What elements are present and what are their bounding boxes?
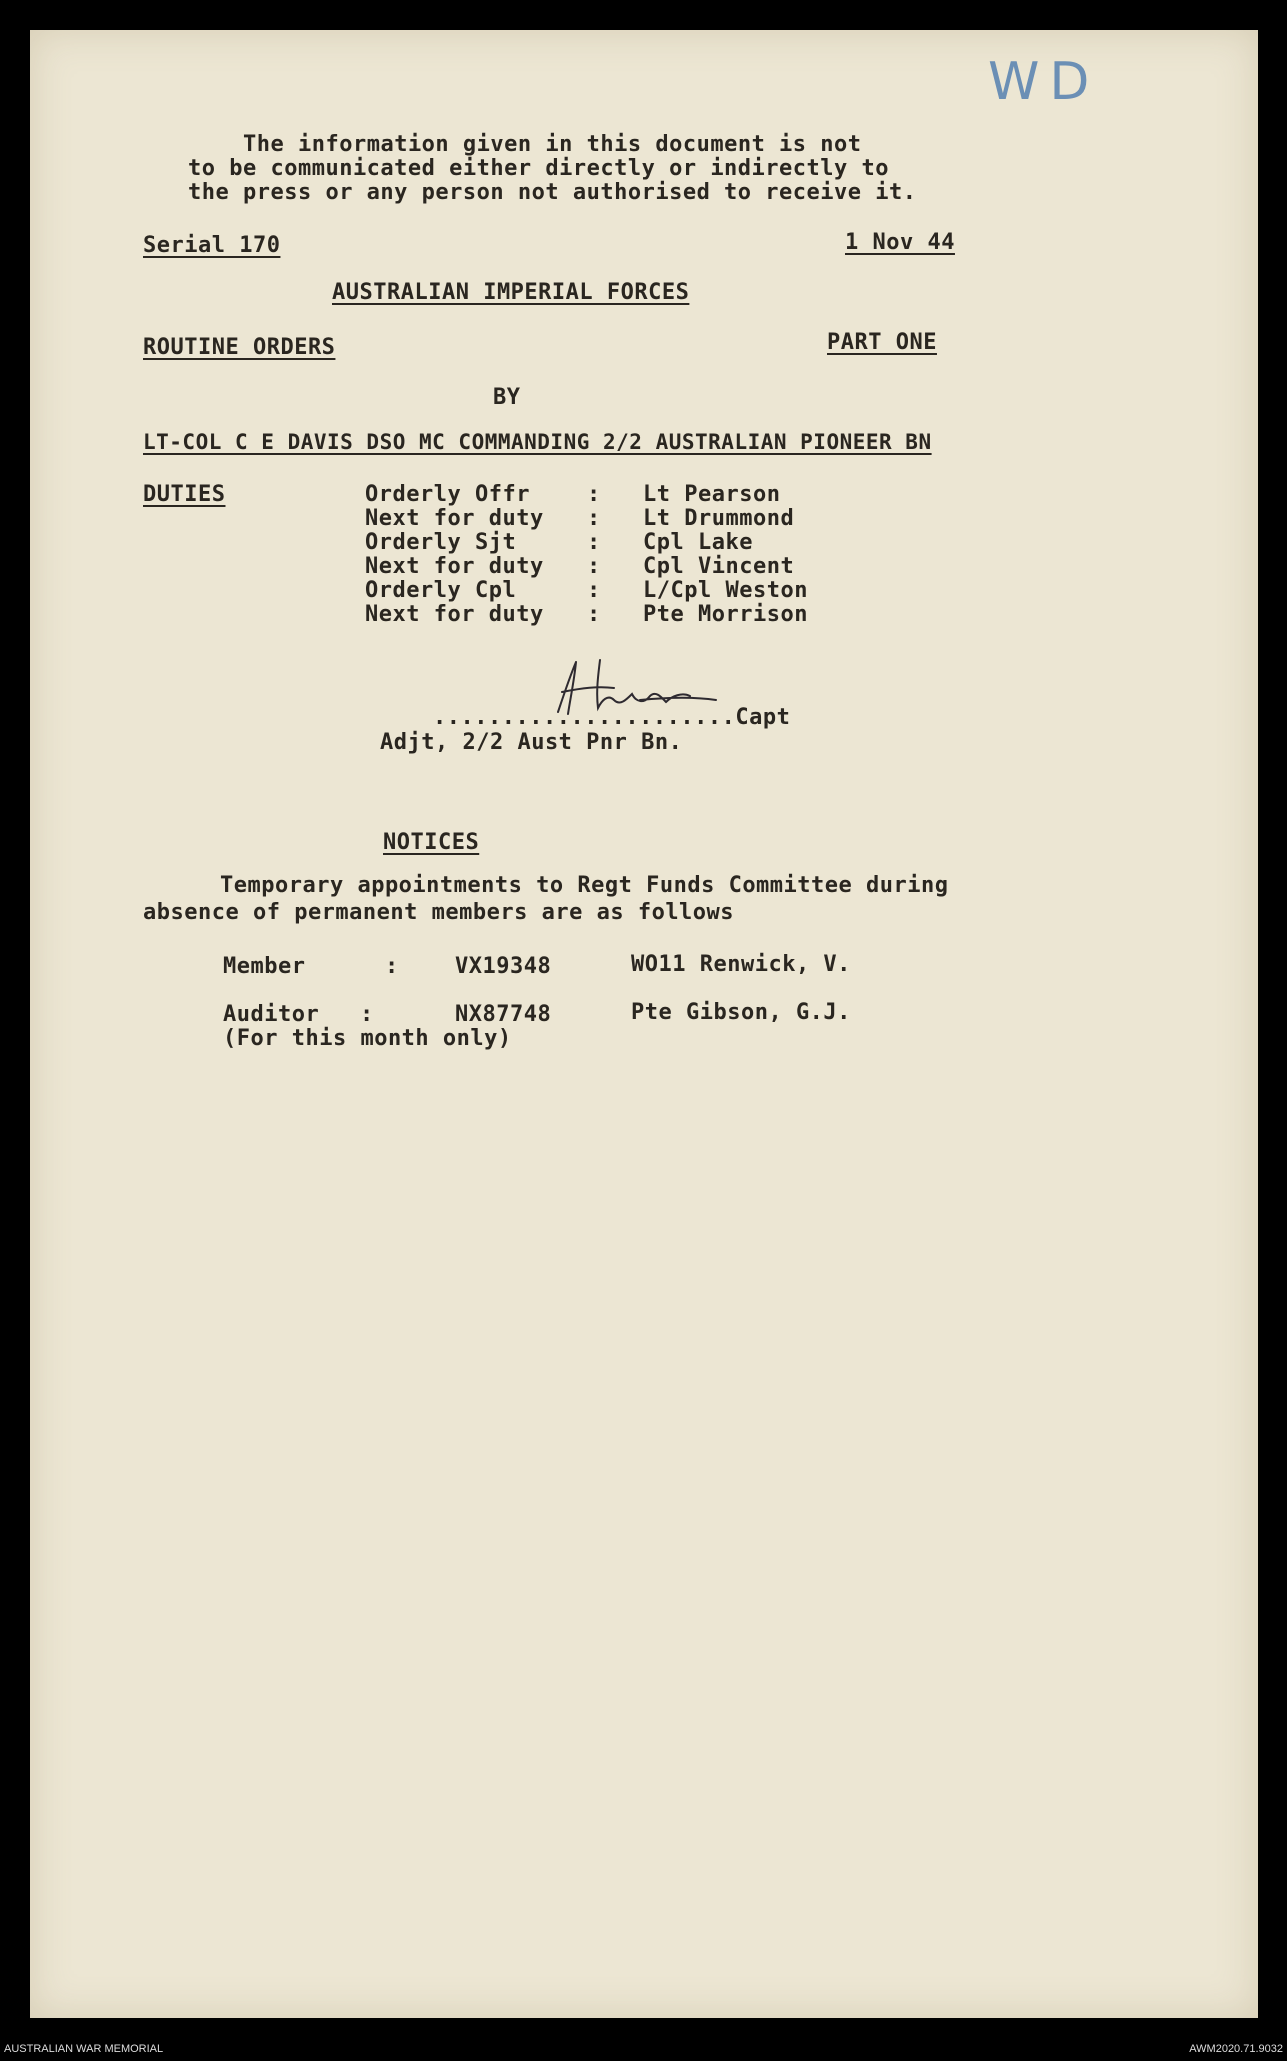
appointment-separator: : — [385, 954, 399, 979]
duty-separator: : — [587, 578, 601, 603]
duty-separator: : — [587, 530, 601, 555]
appointment-name: Pte Gibson, G.J. — [631, 1000, 851, 1025]
signature-line: ......................Capt — [433, 705, 791, 730]
duty-role: Orderly Sjt — [365, 530, 517, 555]
appointment-number: VX19348 — [455, 954, 552, 979]
by-label: BY — [493, 385, 521, 410]
signature-title: Adjt, 2/2 Aust Pnr Bn. — [380, 730, 683, 755]
footer-accession: AWM2020.71.9032 — [1189, 2043, 1283, 2055]
commander-line: LT-COL C E DAVIS DSO MC COMMANDING 2/2 AUSTRALIAN PIONEER BN — [143, 430, 932, 454]
duty-role: Orderly Offr — [365, 482, 530, 507]
notices-heading: NOTICES — [383, 830, 480, 855]
appointment-role: Auditor — [223, 1002, 320, 1027]
handwritten-mark: WD — [988, 52, 1100, 112]
appointment-role: Member — [223, 954, 306, 979]
auditor-note: (For this month only) — [223, 1026, 512, 1051]
duty-name: Cpl Vincent — [643, 554, 795, 579]
duty-name: Lt Pearson — [643, 482, 781, 507]
duty-separator: : — [587, 482, 601, 507]
force-heading: AUSTRALIAN IMPERIAL FORCES — [332, 280, 690, 305]
duty-separator: : — [587, 602, 601, 627]
security-notice-line-3: the press or any person not authorised to receive it. — [188, 180, 917, 205]
duties-heading: DUTIES — [143, 482, 226, 507]
serial-number: Serial 170 — [143, 233, 281, 258]
duty-name: Lt Drummond — [643, 506, 795, 531]
footer-credit: AUSTRALIAN WAR MEMORIAL — [4, 2043, 164, 2055]
part-heading: PART ONE — [827, 330, 937, 355]
duty-role: Next for duty — [365, 506, 544, 531]
appointment-separator: : — [360, 1002, 374, 1027]
appointment-name: WO11 Renwick, V. — [631, 952, 851, 977]
security-notice-line-2: to be communicated either directly or indirectly to — [188, 156, 890, 181]
notices-text-line-1: Temporary appointments to Regt Funds Committee during — [220, 873, 949, 898]
document-date: 1 Nov 44 — [845, 230, 955, 255]
duty-name: L/Cpl Weston — [643, 578, 808, 603]
duty-role: Next for duty — [365, 602, 544, 627]
duty-separator: : — [587, 506, 601, 531]
routine-orders-heading: ROUTINE ORDERS — [143, 335, 336, 360]
duty-role: Next for duty — [365, 554, 544, 579]
appointment-number: NX87748 — [455, 1002, 552, 1027]
duty-role: Orderly Cpl — [365, 578, 517, 603]
document-page — [30, 30, 1258, 2018]
duty-name: Cpl Lake — [643, 530, 753, 555]
duty-separator: : — [587, 554, 601, 579]
security-notice-line-1: The information given in this document is not — [243, 132, 862, 157]
notices-text-line-2: absence of permanent members are as follows — [143, 900, 735, 925]
duty-name: Pte Morrison — [643, 602, 808, 627]
